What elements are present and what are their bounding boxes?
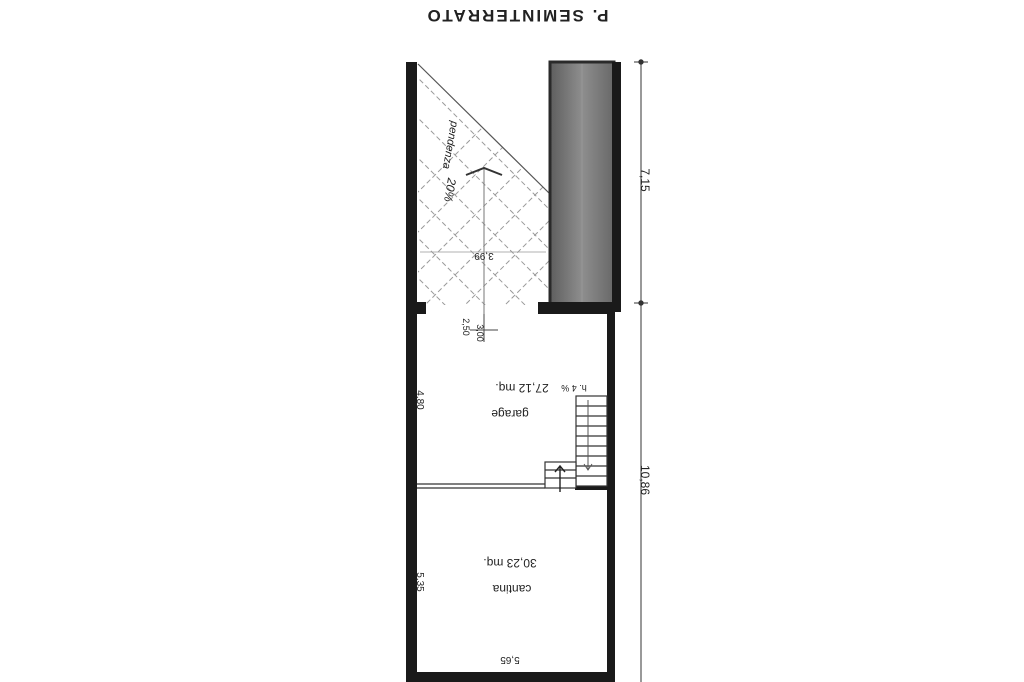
ramp-width-label <box>474 250 494 261</box>
svg-text:7,15: 7,15 <box>638 168 652 192</box>
svg-text:5,65: 5,65 <box>500 654 520 665</box>
svg-text:2,50: 2,50 <box>461 318 471 336</box>
dimension-line-right <box>634 60 648 682</box>
stair-steps-label <box>561 383 587 393</box>
lower-height-dim <box>638 465 652 495</box>
svg-text:pendenza: pendenza <box>439 120 461 170</box>
wall-right-lower <box>607 305 615 682</box>
cantina-name <box>492 582 531 596</box>
ramp-label <box>440 119 460 170</box>
wall-right-upper <box>612 62 621 312</box>
slope-label <box>441 176 459 203</box>
svg-text:3,99: 3,99 <box>474 250 494 261</box>
garage-depth-label <box>414 390 425 410</box>
door-height-label <box>475 324 485 342</box>
garage-name <box>491 407 529 421</box>
svg-text:garage: garage <box>491 407 529 421</box>
door-width-label <box>461 318 471 336</box>
svg-text:h. 4 %: h. 4 % <box>561 383 587 393</box>
cantina-width-label <box>500 654 520 665</box>
wall-garage-top-right <box>538 302 615 314</box>
upper-height-dim <box>638 168 652 192</box>
cantina-depth-label <box>414 572 425 592</box>
garage-area <box>495 381 548 395</box>
svg-text:4,80: 4,80 <box>414 390 425 410</box>
stair <box>545 396 607 492</box>
svg-text:30,23 mq.: 30,23 mq. <box>483 556 537 570</box>
svg-text:10,86: 10,86 <box>638 464 652 496</box>
title-block <box>425 6 608 25</box>
cantina-area <box>483 556 536 570</box>
svg-text:27,12 mq.: 27,12 mq. <box>495 381 549 395</box>
svg-text:5,35: 5,35 <box>414 572 425 592</box>
wall-bottom <box>406 672 615 682</box>
wall-garage-top-left <box>406 302 426 314</box>
svg-text:20%: 20% <box>441 176 459 204</box>
svg-text:3,00: 3,00 <box>475 324 485 342</box>
svg-text:cantina: cantina <box>492 582 532 596</box>
plan-title: P. SEMINTERRATO <box>425 6 609 25</box>
